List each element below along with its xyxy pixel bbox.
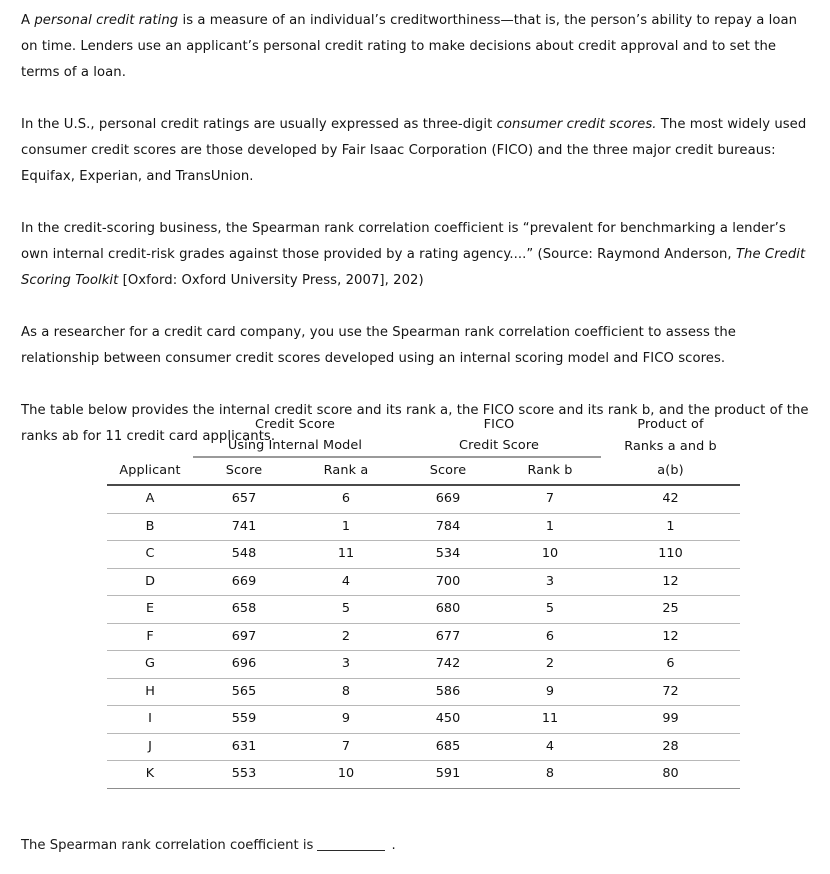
group-spacer-applicant bbox=[107, 414, 193, 435]
cell-rank-a: 1 bbox=[295, 513, 397, 541]
cell-fico-score: 680 bbox=[397, 596, 499, 624]
table-body bbox=[107, 485, 740, 788]
cell-rank-a: 2 bbox=[295, 623, 397, 651]
cell-rank-b: 7 bbox=[499, 485, 601, 513]
cell-rank-b: 6 bbox=[499, 623, 601, 651]
cell-rank-a: 3 bbox=[295, 651, 397, 679]
cell-fico-score: 784 bbox=[397, 513, 499, 541]
group-fico-line2: Credit Score bbox=[397, 435, 601, 457]
cell-internal-score: 669 bbox=[193, 568, 295, 596]
text-run: In the U.S., personal credit ratings are usually expressed as three-digit bbox=[21, 117, 497, 132]
cell-internal-score: 697 bbox=[193, 623, 295, 651]
problem-statement bbox=[21, 8, 812, 450]
cell-internal-score: 553 bbox=[193, 761, 295, 789]
group-internal-line2: Using Internal Model bbox=[193, 435, 397, 457]
paragraph-citation bbox=[21, 216, 812, 294]
cell-product: 12 bbox=[601, 568, 740, 596]
group-spacer-applicant-2 bbox=[107, 435, 193, 457]
cell-rank-b: 9 bbox=[499, 678, 601, 706]
cell-internal-score: 657 bbox=[193, 485, 295, 513]
cell-internal-score: 631 bbox=[193, 733, 295, 761]
group-internal-line1: Credit Score bbox=[255, 417, 335, 432]
cell-fico-score: 685 bbox=[397, 733, 499, 761]
cell-rank-a: 11 bbox=[295, 541, 397, 569]
cell-rank-a: 9 bbox=[295, 706, 397, 734]
col-header-internal-score: Score bbox=[193, 457, 295, 485]
col-header-fico-score: Score bbox=[397, 457, 499, 485]
group-product-line2: Ranks a and b bbox=[624, 439, 717, 454]
group-header-row-1 bbox=[107, 414, 740, 435]
cell-applicant: K bbox=[107, 761, 193, 789]
cell-rank-b: 2 bbox=[499, 651, 601, 679]
col-header-rank-a: Rank a bbox=[295, 457, 397, 485]
text-run: The most widely used consumer credit scores are those developed by Fair Isaac Corporation (FICO) and the three major credit bureaus: Equifax, Experian, and TransUnion. bbox=[21, 117, 807, 184]
col-header-rank-b: Rank b bbox=[499, 457, 601, 485]
cell-internal-score: 559 bbox=[193, 706, 295, 734]
cell-applicant: B bbox=[107, 513, 193, 541]
cell-rank-b: 10 bbox=[499, 541, 601, 569]
emphasis-run: The Credit Scoring Toolkit bbox=[21, 247, 806, 288]
cell-applicant: G bbox=[107, 651, 193, 679]
cell-product: 99 bbox=[601, 706, 740, 734]
paragraph-intro bbox=[21, 8, 812, 86]
cell-applicant: C bbox=[107, 541, 193, 569]
group-fico-line1: FICO bbox=[483, 417, 515, 432]
cell-applicant: I bbox=[107, 706, 193, 734]
cell-fico-score: 669 bbox=[397, 485, 499, 513]
table-row bbox=[107, 706, 740, 734]
cell-rank-b: 4 bbox=[499, 733, 601, 761]
cell-applicant: J bbox=[107, 733, 193, 761]
answer-blank-input[interactable] bbox=[317, 850, 385, 851]
column-label-row bbox=[107, 457, 740, 485]
text-run: [Oxford: Oxford University Press, 2007], 202) bbox=[118, 273, 424, 288]
text-run: is a measure of an individual’s creditworthiness—that is, the person’s ability to repay a loan on time. Lenders use an applicant’s personal credit rating to make decisions about credit approval and to set the terms of a loan. bbox=[21, 13, 798, 80]
cell-rank-b: 5 bbox=[499, 596, 601, 624]
cell-rank-b: 8 bbox=[499, 761, 601, 789]
table-row bbox=[107, 596, 740, 624]
table-header bbox=[107, 414, 740, 485]
cell-applicant: A bbox=[107, 485, 193, 513]
cell-product: 42 bbox=[601, 485, 740, 513]
credit-score-table bbox=[107, 414, 740, 789]
cell-rank-b: 1 bbox=[499, 513, 601, 541]
cell-product: 1 bbox=[601, 513, 740, 541]
cell-rank-a: 6 bbox=[295, 485, 397, 513]
group-header-row-2 bbox=[107, 435, 740, 457]
cell-product: 110 bbox=[601, 541, 740, 569]
cell-rank-b: 11 bbox=[499, 706, 601, 734]
emphasis-run: personal credit rating bbox=[34, 13, 179, 28]
answer-prompt-text: The Spearman rank correlation coefficient is bbox=[21, 838, 314, 853]
paragraph-credit-scores bbox=[21, 112, 812, 190]
text-run: As a researcher for a credit card company, you use the Spearman rank correlation coefficient to assess the relationship between consumer credit scores developed using an internal scoring model and FICO scores. bbox=[21, 325, 736, 366]
credit-score-table-container bbox=[107, 414, 740, 789]
cell-product: 28 bbox=[601, 733, 740, 761]
cell-internal-score: 741 bbox=[193, 513, 295, 541]
cell-internal-score: 658 bbox=[193, 596, 295, 624]
emphasis-run: consumer credit scores. bbox=[496, 117, 657, 132]
table-row bbox=[107, 733, 740, 761]
cell-product: 6 bbox=[601, 651, 740, 679]
table-row bbox=[107, 651, 740, 679]
cell-fico-score: 534 bbox=[397, 541, 499, 569]
table-row bbox=[107, 513, 740, 541]
cell-product: 12 bbox=[601, 623, 740, 651]
table-row bbox=[107, 541, 740, 569]
cell-fico-score: 591 bbox=[397, 761, 499, 789]
table-row bbox=[107, 623, 740, 651]
cell-applicant: D bbox=[107, 568, 193, 596]
text-run: A bbox=[21, 13, 35, 28]
cell-internal-score: 548 bbox=[193, 541, 295, 569]
col-header-applicant: Applicant bbox=[107, 457, 193, 485]
table-row bbox=[107, 761, 740, 789]
cell-applicant: F bbox=[107, 623, 193, 651]
table-row bbox=[107, 568, 740, 596]
cell-product: 80 bbox=[601, 761, 740, 789]
cell-product: 72 bbox=[601, 678, 740, 706]
group-product-line1: Product of bbox=[637, 417, 704, 432]
cell-rank-a: 10 bbox=[295, 761, 397, 789]
cell-rank-a: 8 bbox=[295, 678, 397, 706]
table-row bbox=[107, 678, 740, 706]
cell-rank-a: 4 bbox=[295, 568, 397, 596]
cell-fico-score: 677 bbox=[397, 623, 499, 651]
col-header-product: a(b) bbox=[601, 457, 740, 485]
cell-internal-score: 565 bbox=[193, 678, 295, 706]
text-run: The table below provides the internal credit score and its rank a, the FICO score and its rank b, and the product of the ranks ab for 11 credit card applicants. bbox=[21, 403, 809, 444]
cell-rank-a: 7 bbox=[295, 733, 397, 761]
cell-fico-score: 742 bbox=[397, 651, 499, 679]
cell-applicant: H bbox=[107, 678, 193, 706]
cell-fico-score: 450 bbox=[397, 706, 499, 734]
cell-internal-score: 696 bbox=[193, 651, 295, 679]
answer-prompt-period: . bbox=[391, 838, 396, 853]
cell-rank-a: 5 bbox=[295, 596, 397, 624]
cell-product: 25 bbox=[601, 596, 740, 624]
text-run: In the credit-scoring business, the Spearman rank correlation coefficient is “prevalent for benchmarking a lender’s own internal credit-risk grades against those provided by a rating agency....” (Source: Raymond Anderson, bbox=[21, 221, 786, 262]
table-row bbox=[107, 485, 740, 513]
cell-fico-score: 700 bbox=[397, 568, 499, 596]
cell-rank-b: 3 bbox=[499, 568, 601, 596]
answer-prompt bbox=[21, 836, 396, 856]
paragraph-researcher-task bbox=[21, 320, 812, 372]
cell-applicant: E bbox=[107, 596, 193, 624]
cell-fico-score: 586 bbox=[397, 678, 499, 706]
